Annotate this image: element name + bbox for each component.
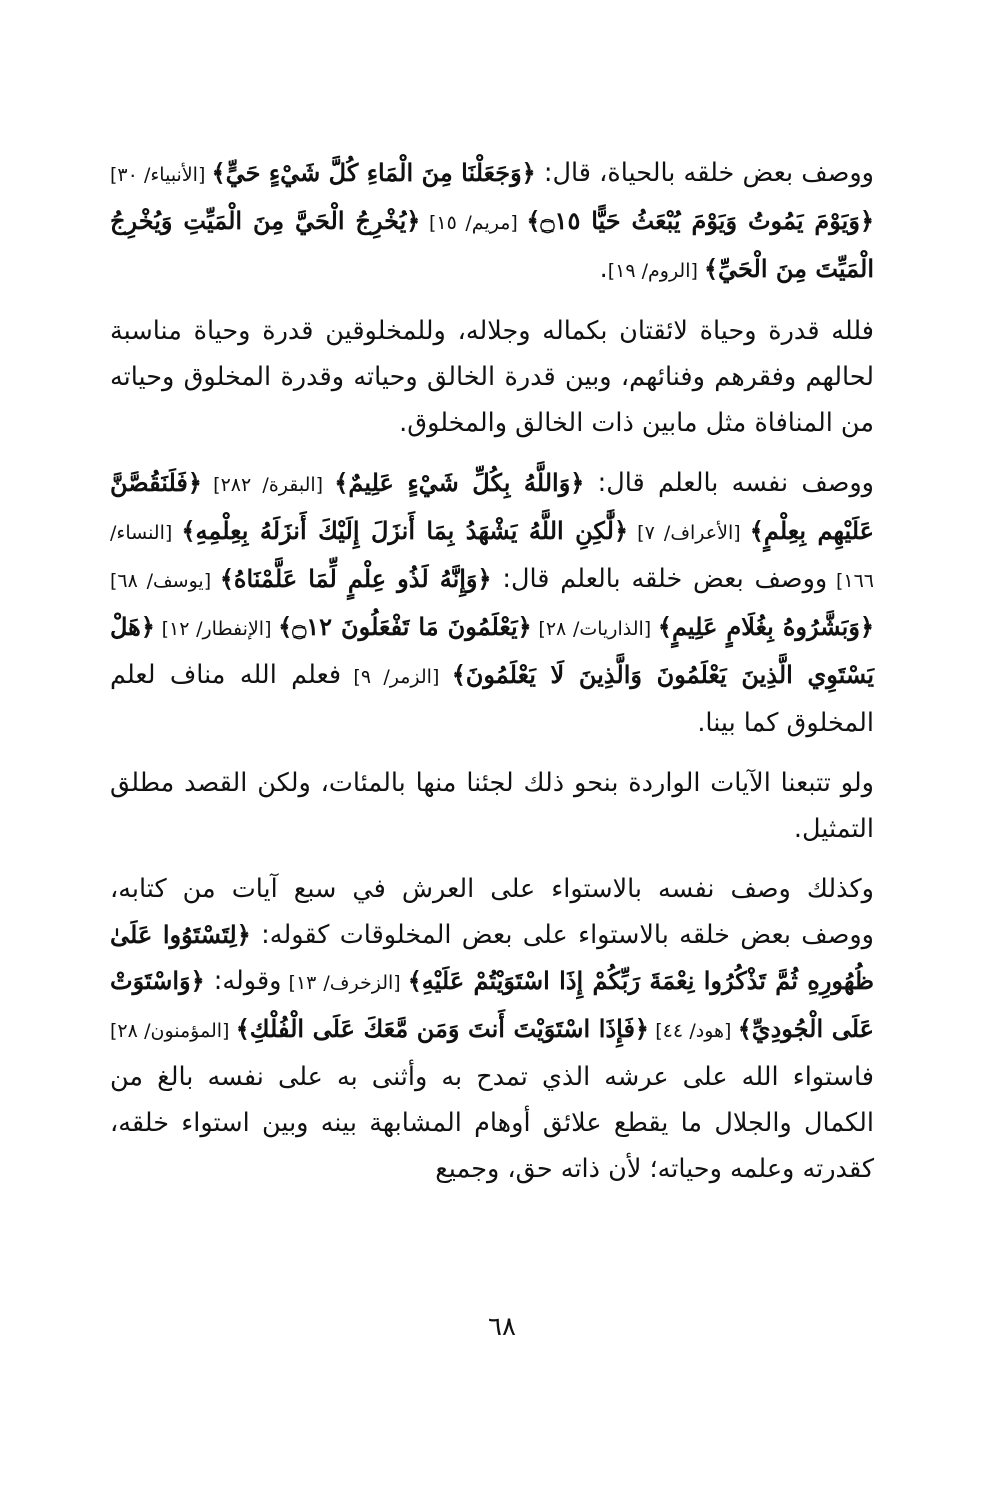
paragraph (110, 866, 874, 1192)
body-text: فلله قدرة وحياة لائقتان بكماله وجلاله، وللمخلوقين قدرة وحياة مناسبة لحالهم وفقرهم وفنائهم، وبين قدرة الخالق وحياته وقدرة المخلوق وحياته من المنافاة مثل مابين ذات الخالق والمخلوق. (110, 316, 874, 438)
verse-reference: [الزخرف/ ١٣] (281, 972, 408, 994)
quran-verse: ﴿فَإِذَا اسْتَوَيْتَ أَنتَ وَمَن مَّعَكَ عَلَى الْفُلْكِ﴾ (235, 1014, 649, 1043)
quran-verse: ﴿يَعْلَمُونَ مَا تَفْعَلُونَ ۝١٢﴾ (278, 612, 532, 641)
body-text: . (599, 254, 608, 284)
verse-reference: [الروم/ ١٩] (607, 260, 704, 282)
verse-reference: [مريم/ ١٥] (420, 212, 527, 234)
quran-verse: ﴿هَلْ يَسْتَوِي الَّذِينَ يَعْلَمُونَ وَالَّذِينَ لَا يَعْلَمُونَ﴾ (110, 612, 874, 689)
verse-reference: [الإنفطار/ ١٢] (154, 618, 279, 640)
paragraph (110, 150, 874, 294)
body-text: ووصف بعض خلقه بالحياة، قال: (535, 158, 874, 188)
verse-reference: [الزمر/ ٩] (341, 666, 452, 688)
verse-reference: [الذاريات/ ٢٨] (531, 618, 658, 640)
verse-reference: [الأنبياء/ ٣٠] (110, 164, 212, 186)
quran-verse: ﴿يُخْرِجُ الْحَيَّ مِنَ الْمَيِّتِ وَيُخْرِجُ الْمَيِّتَ مِنَ الْحَيِّ﴾ (110, 206, 874, 283)
verse-reference: [يوسف/ ٦٨] (110, 570, 220, 592)
quran-verse: ﴿وَاللَّهُ بِكُلِّ شَيْءٍ عَلِيمٌ﴾ (334, 468, 585, 497)
quran-verse: ﴿وَيَوْمَ يَمُوتُ وَيَوْمَ يُبْعَثُ حَيًّا ۝١٥﴾ (526, 206, 874, 235)
body-text: وكذلك وصف نفسه بالاستواء على العرش في سبع آيات من كتابه، ووصف بعض خلقه بالاستواء على بعض المخلوقات كقوله: (110, 874, 874, 950)
body-text: فعلم الله مناف لعلم المخلوق كما بينا. (110, 660, 874, 738)
body-text: ولو تتبعنا الآيات الواردة بنحو ذلك لجئنا منها بالمئات، ولكن القصد مطلق التمثيل. (110, 768, 874, 844)
quran-verse: ﴿وَاسْتَوَتْ عَلَى الْجُودِيِّ﴾ (110, 966, 874, 1043)
body-text: وقوله: (204, 966, 282, 996)
quran-verse: ﴿لِتَسْتَوُوا عَلَىٰ ظُهُورِهِ ثُمَّ تَذْكُرُوا نِعْمَةَ رَبِّكُمْ إِذَا اسْتَوَيْتُمْ عَلَيْهِ﴾ (110, 920, 874, 995)
body-text: فاستواء الله على عرشه الذي تمدح به وأثنى به على نفسه بالغ من الكمال والجلال ما يقطع علائق أوهام المشابهة بينه وبين استواء خلقه، كقدرته وعلمه وحياته؛ لأن ذاته حق، وجميع (110, 1062, 874, 1184)
verse-reference: [الأعراف/ ٧] (628, 522, 750, 544)
page-number: ٦٨ (488, 1312, 516, 1342)
quran-verse: ﴿وَإِنَّهُ لَذُو عِلْمٍ لِّمَا عَلَّمْنَاهُ﴾ (219, 564, 492, 593)
paragraph (110, 308, 874, 446)
verse-reference: [البقرة/ ٢٨٢] (201, 474, 335, 496)
verse-reference: [هود/ ٤٤] (648, 1020, 738, 1042)
quran-verse: ﴿فَلَنَقُصَّنَّ عَلَيْهِم بِعِلْمٍ﴾ (110, 468, 874, 545)
paragraph (110, 460, 874, 746)
quran-verse: ﴿وَجَعَلْنَا مِنَ الْمَاءِ كُلَّ شَيْءٍ حَيٍّ﴾ (211, 158, 536, 187)
body-text: ووصف بعض خلقه بالعلم قال: (491, 564, 828, 594)
quran-verse: ﴿وَبَشَّرُوهُ بِغُلَامٍ عَلِيمٍ﴾ (657, 612, 875, 641)
quran-verse: ﴿لَّٰكِنِ اللَّهُ يَشْهَدُ بِمَا أَنزَلَ إِلَيْكَ أَنزَلَهُ بِعِلْمِهِ﴾ (181, 516, 629, 545)
paragraph (110, 760, 874, 852)
verse-reference: [المؤمنون/ ٢٨] (110, 1020, 236, 1042)
body-text: ووصف نفسه بالعلم قال: (584, 468, 875, 498)
verse-reference: [النساء/ ١٦٦] (110, 522, 874, 592)
page-body (110, 150, 874, 1206)
